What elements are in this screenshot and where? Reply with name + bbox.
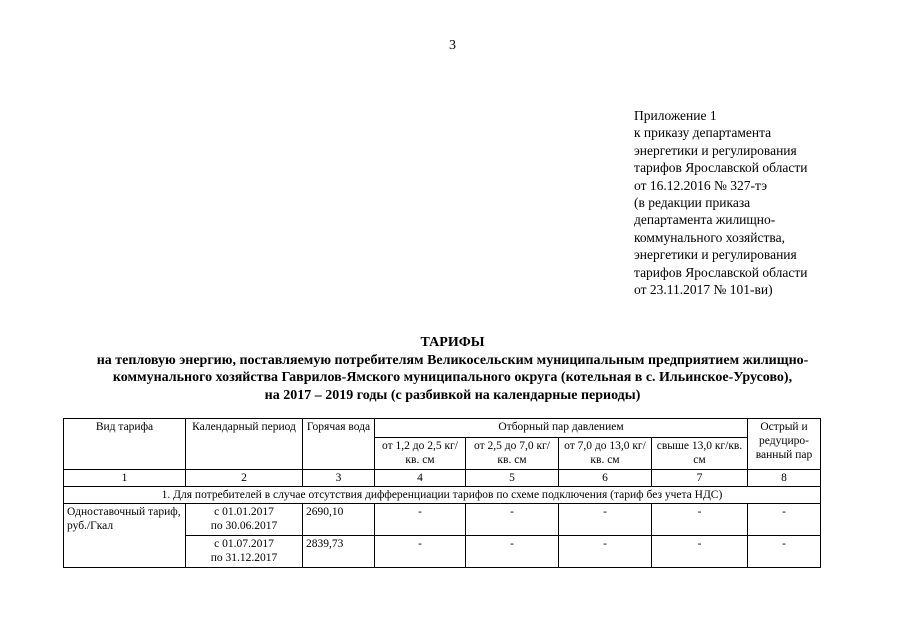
header-steam-4: свыше 13,0 кг/кв. см: [652, 438, 748, 470]
appendix-line: энергетики и регулирования: [634, 142, 797, 158]
title-heading: ТАРИФЫ: [420, 335, 485, 350]
appendix-line: Приложение 1: [634, 108, 717, 123]
steam-2-value: -: [466, 504, 559, 536]
period-cell: [186, 536, 303, 568]
appendix-line: тарифов Ярославской области: [634, 160, 808, 176]
section-title: 1. Для потребителей в случае отсутствия дифференциации тарифов по схеме подключения (тариф без учета НДС): [64, 487, 821, 504]
appendix-line: к приказу департамента: [634, 125, 772, 141]
title-line: на тепловую энергию, поставляемую потребителям Великосельским муниципальным предприятием жилищно-: [96, 352, 809, 368]
column-number: 5: [466, 470, 559, 487]
period-to: по 30.06.2017: [210, 520, 278, 532]
tariff-table: [63, 418, 821, 568]
column-number: 2: [186, 470, 303, 487]
header-tariff-type: Вид тарифа: [64, 419, 186, 470]
period-from: с 01.01.2017: [214, 506, 274, 518]
appendix-line: коммунального хозяйства,: [634, 229, 785, 245]
hot-water-value: 2839,73: [303, 536, 375, 568]
sharp-steam-value: -: [748, 536, 821, 568]
header-steam-group: Отборный пар давлением: [375, 419, 748, 438]
steam-3-value: -: [559, 504, 652, 536]
steam-1-value: -: [375, 536, 466, 568]
header-steam-3: от 7,0 до 13,0 кг/кв. см: [559, 438, 652, 470]
hot-water-value: 2690,10: [303, 504, 375, 536]
document-title: [0, 334, 905, 404]
header-hot-water: Горячая вода: [303, 419, 375, 470]
column-number: 7: [652, 470, 748, 487]
appendix-line: тарифов Ярославской области: [634, 264, 808, 280]
period-from: с 01.07.2017: [214, 538, 274, 550]
steam-3-value: -: [559, 536, 652, 568]
steam-1-value: -: [375, 504, 466, 536]
header-steam-2: от 2,5 до 7,0 кг/кв. см: [466, 438, 559, 470]
tariff-name: Одноставочный тариф, руб./Гкал: [64, 504, 186, 568]
appendix-line: от 16.12.2016 № 327-тэ: [634, 177, 768, 193]
header-sharp-steam: Острый и редуциро-ванный пар: [748, 419, 821, 470]
column-number: 1: [64, 470, 186, 487]
title-line: на 2017 – 2019 годы (с разбивкой на календарные периоды): [264, 387, 641, 403]
steam-2-value: -: [466, 536, 559, 568]
title-line: коммунального хозяйства Гаврилов-Ямского муниципального округа (котельная в с. Ильинское-Урусово),: [112, 370, 793, 385]
appendix-line: (в редакции приказа: [634, 195, 751, 211]
period-cell: [186, 504, 303, 536]
appendix-line: департамента жилищно-: [634, 212, 776, 228]
period-to: по 31.12.2017: [210, 552, 278, 564]
header-period: Календарный период: [186, 419, 303, 470]
appendix-line: энергетики и регулирования: [634, 247, 797, 263]
appendix-note: [634, 107, 894, 298]
column-number: 4: [375, 470, 466, 487]
header-steam-1: от 1,2 до 2,5 кг/кв. см: [375, 438, 466, 470]
column-number: 6: [559, 470, 652, 487]
steam-4-value: -: [652, 536, 748, 568]
appendix-line: от 23.11.2017 № 101-ви): [634, 282, 773, 298]
table-row: [64, 504, 821, 536]
column-number: 8: [748, 470, 821, 487]
sharp-steam-value: -: [748, 504, 821, 536]
page-number: 3: [449, 38, 456, 53]
steam-4-value: -: [652, 504, 748, 536]
column-number: 3: [303, 470, 375, 487]
